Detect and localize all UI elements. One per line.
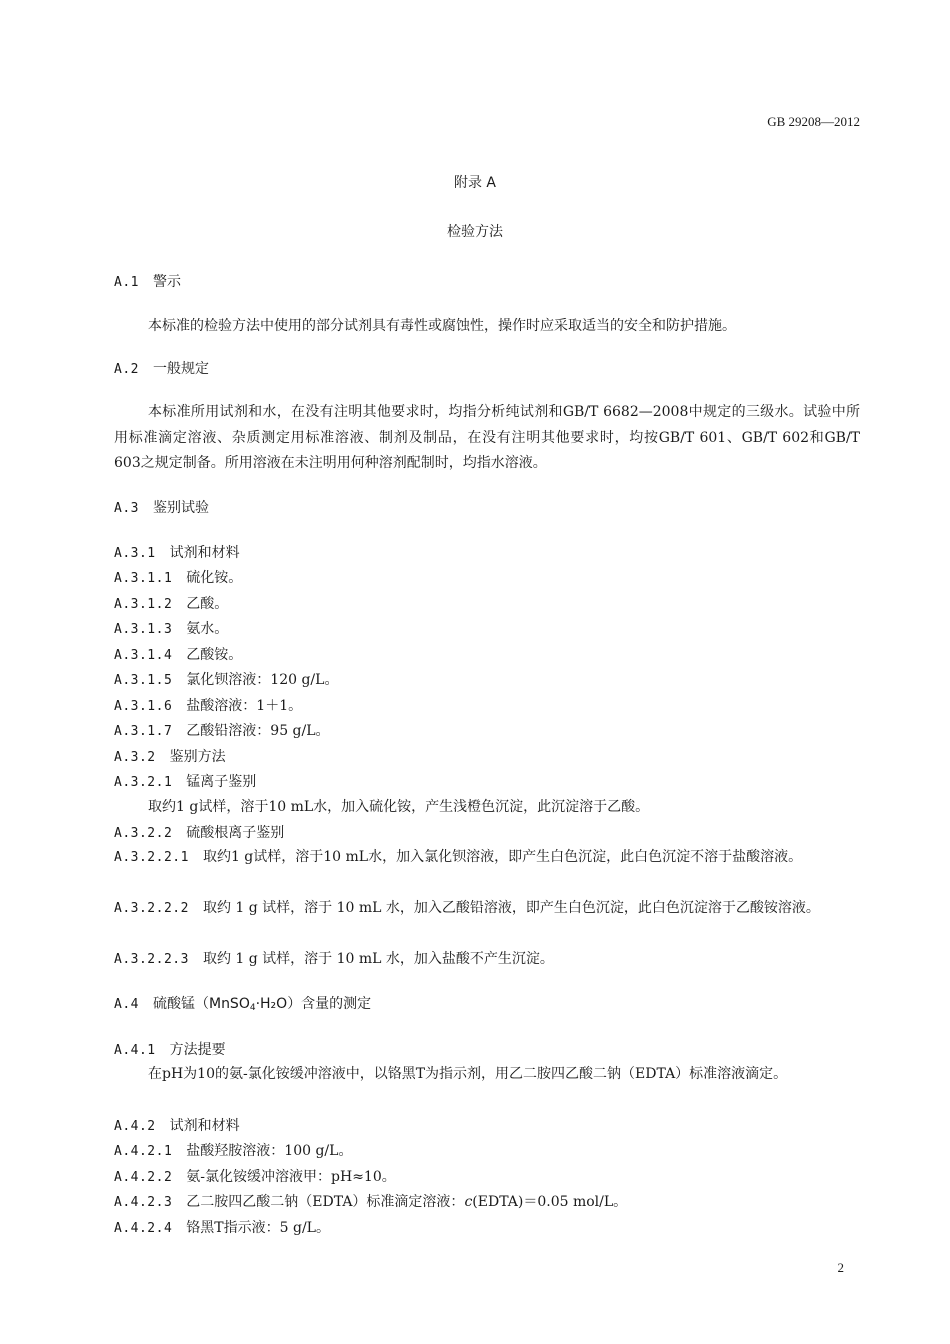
- list-item: [114, 1217, 330, 1237]
- list-item: [114, 618, 228, 638]
- section-heading-a322: [114, 822, 284, 842]
- section-heading-a31: [114, 542, 240, 562]
- warning-paragraph: 本标准的检验方法中使用的部分试剂具有毒性或腐蚀性，操作时应采取适当的安全和防护措施。: [148, 318, 736, 334]
- item-text: 乙酸铅溶液：95 g/L。: [186, 723, 330, 739]
- item-text: 取约 1 g 试样，溶于 10 mL 水，加入乙酸铅溶液，即产生白色沉淀，此白色沉淀溶于乙酸铵溶液。: [202, 900, 820, 916]
- general-rules-paragraph: 本标准所用试剂和水，在没有注明其他要求时，均指分析纯试剂和GB/T 6682—2008中规定的三级水。试验中所用标准滴定溶液、杂质测定用标准溶液、制剂及制品，在没有注明其他要求时，均按GB/T 601、GB/T 602和GB/T 603之规定制备。所用溶液在未注明用何种溶剂配制时，均指水溶液。: [114, 404, 860, 471]
- item-number: A.3.1.1: [114, 571, 173, 586]
- section-number: A.4.1: [114, 1043, 156, 1058]
- item-number: A.3.2.2.3: [114, 952, 189, 967]
- section-heading-a3: [114, 497, 209, 517]
- section-title: 警示: [152, 274, 181, 290]
- section-number: A.3.2: [114, 750, 156, 765]
- item-text: 氨水。: [186, 621, 229, 637]
- section-number: A.4: [114, 997, 139, 1012]
- sulfate-test-2: [114, 896, 860, 922]
- item-number: A.3.1.5: [114, 673, 173, 688]
- appendix-title: 附录 A: [453, 175, 497, 191]
- item-text: 硫化铵。: [186, 570, 243, 586]
- section-number: A.3.1: [114, 546, 156, 561]
- list-item: [114, 720, 330, 740]
- page-number: 2: [837, 1260, 844, 1275]
- section-heading-a4: [114, 993, 371, 1013]
- item-number: A.3.1.3: [114, 622, 173, 637]
- list-item: [114, 695, 302, 715]
- section-title: 试剂和材料: [169, 545, 240, 561]
- item-number: A.3.2.2.1: [114, 850, 189, 865]
- section-title: 鉴别方法: [169, 749, 226, 765]
- item-number: A.3.1.7: [114, 724, 173, 739]
- item-text: 乙酸铵。: [186, 647, 243, 663]
- sulfate-test-1: [114, 845, 860, 871]
- item-text: 取约1 g试样，溶于10 mL水，加入氯化钡溶液，即产生白色沉淀，此白色沉淀不溶于盐酸溶液。: [202, 849, 803, 865]
- method-summary-paragraph: 在pH为10的氨-氯化铵缓冲溶液中，以铬黑T为指示剂，用乙二胺四乙酸二钠（EDTA）标准溶液滴定。: [148, 1066, 788, 1082]
- manganese-test-paragraph: 取约1 g试样，溶于10 mL水，加入硫化铵，产生浅橙色沉淀，此沉淀溶于乙酸。: [148, 799, 650, 815]
- section-number: A.1: [114, 275, 139, 290]
- section-heading-a1: [114, 271, 181, 291]
- item-text: 铬黑T指示液：5 g/L。: [186, 1220, 330, 1236]
- item-number: A.3.1.4: [114, 648, 173, 663]
- item-text: 氯化钡溶液：120 g/L。: [186, 672, 339, 688]
- list-item: [114, 669, 338, 689]
- item-number: A.4.2.3: [114, 1195, 173, 1210]
- section-number: A.2: [114, 362, 139, 377]
- item-number: A.3.1.2: [114, 597, 173, 612]
- sulfate-test-3: [114, 947, 860, 973]
- appendix-subtitle: 检验方法: [447, 224, 503, 240]
- section-title: 方法提要: [169, 1042, 226, 1058]
- item-number: A.4.2.2: [114, 1170, 173, 1185]
- item-text: 乙酸。: [186, 596, 229, 612]
- item-number: A.4.2.1: [114, 1144, 173, 1159]
- section-number: A.3.2.2: [114, 826, 173, 841]
- section-title: 硫酸根离子鉴别: [186, 825, 285, 841]
- list-item: [114, 1191, 627, 1211]
- section-number: A.3: [114, 501, 139, 516]
- section-heading-a42: [114, 1115, 240, 1135]
- section-title: 试剂和材料: [169, 1118, 240, 1134]
- list-item: [114, 644, 242, 664]
- standard-number: GB 29208—2012: [767, 114, 860, 129]
- list-item: [114, 567, 242, 587]
- item-text-suffix: (EDTA)＝0.05 mol/L。: [472, 1194, 628, 1210]
- section-heading-a32: [114, 746, 226, 766]
- section-title: 鉴别试验: [152, 500, 209, 516]
- section-title: 硫酸锰（MnSO$_4$·H₂O）含量的测定: [152, 996, 372, 1013]
- section-title: 锰离子鉴别: [186, 774, 257, 790]
- item-text: 取约 1 g 试样，溶于 10 mL 水，加入盐酸不产生沉淀。: [202, 951, 554, 967]
- list-item: [114, 593, 228, 613]
- item-text: 乙二胺四乙酸二钠（EDTA）标准滴定溶液：: [186, 1194, 465, 1210]
- section-number: A.3.2.1: [114, 775, 173, 790]
- section-title: 一般规定: [152, 361, 209, 377]
- item-number: A.4.2.4: [114, 1221, 173, 1236]
- item-number: A.3.2.2.2: [114, 901, 189, 916]
- item-number: A.3.1.6: [114, 699, 173, 714]
- list-item: [114, 1166, 396, 1186]
- list-item: [114, 1140, 352, 1160]
- section-heading-a2: [114, 358, 209, 378]
- section-heading-a41: [114, 1039, 226, 1059]
- concentration-symbol: c: [464, 1194, 473, 1210]
- item-text: 氨-氯化铵缓冲溶液甲：pH≈10。: [186, 1169, 396, 1185]
- item-text: 盐酸羟胺溶液：100 g/L。: [186, 1143, 353, 1159]
- section-number: A.4.2: [114, 1119, 156, 1134]
- item-text: 盐酸溶液：1＋1。: [186, 698, 303, 714]
- section-heading-a321: [114, 771, 256, 791]
